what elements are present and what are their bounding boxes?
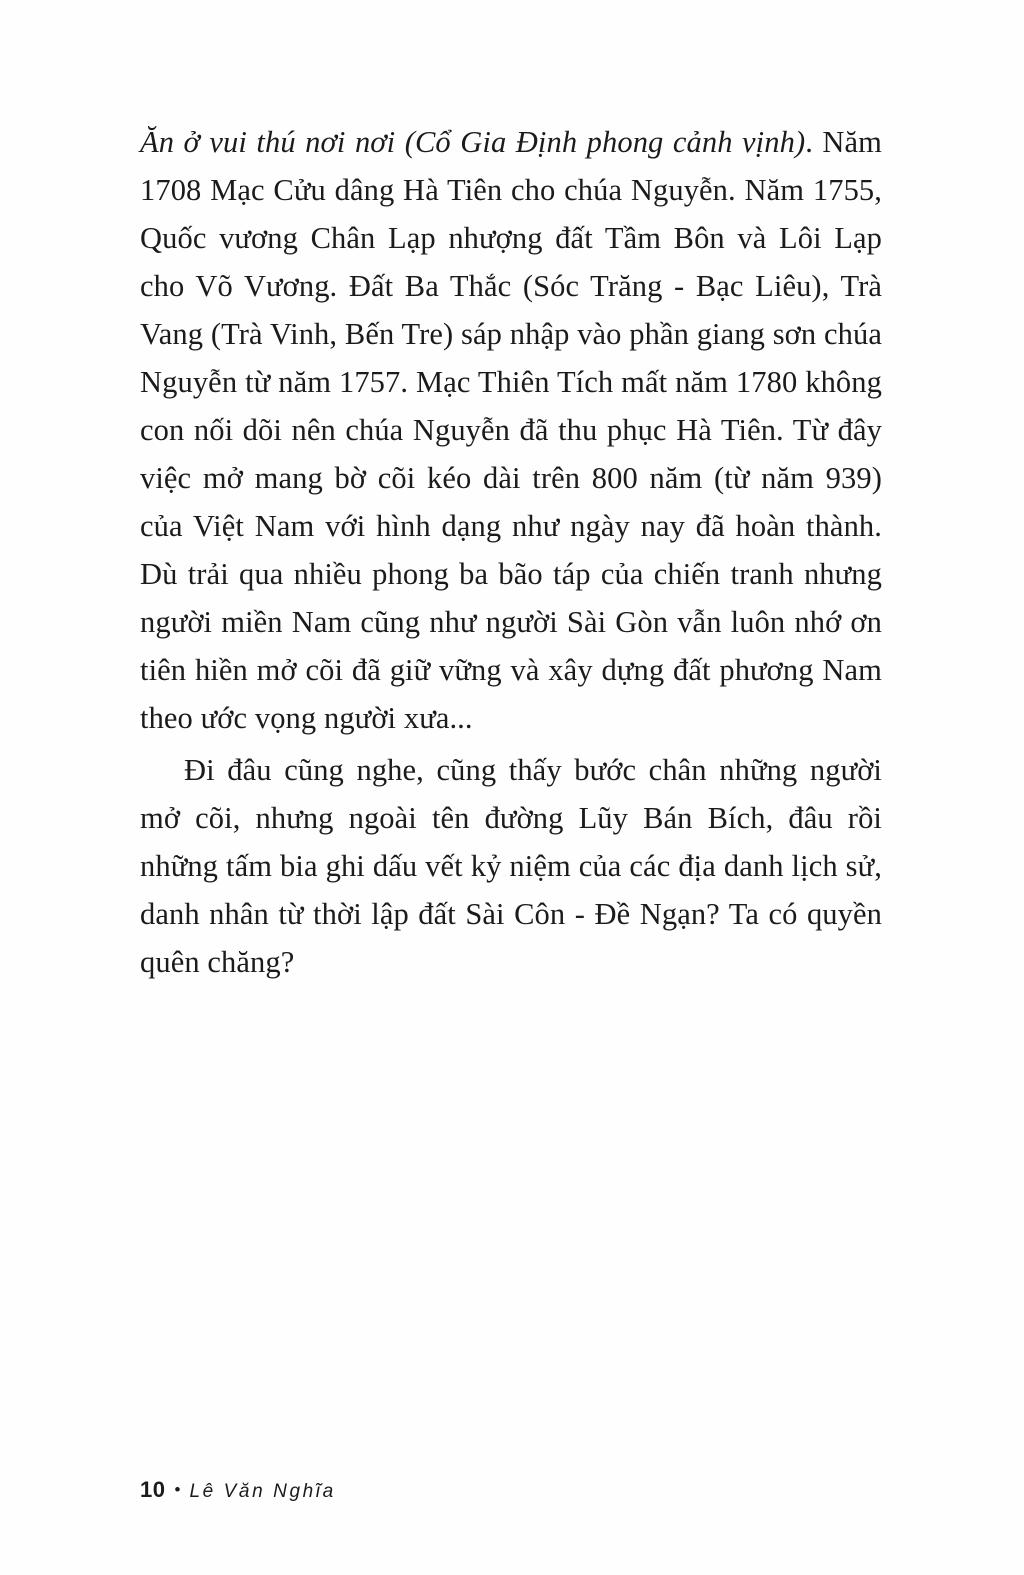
footer-separator-dot: •	[174, 1480, 181, 1499]
page-number: 10	[140, 1477, 166, 1502]
paragraph-1-text: . Năm 1708 Mạc Cửu dâng Hà Tiên cho chúa Nguyễn. Năm 1755, Quốc vương Chân Lạp nhượng đất Tầm Bôn và Lôi Lạp cho Võ Vương. Đất Ba Thắc (Sóc Trăng - Bạc Liêu), Trà Vang (Trà Vinh, Bến Tre) sáp nhập vào phần giang sơn chúa Nguyễn từ năm 1757. Mạc Thiên Tích mất năm 1780 không con nối dõi nên chúa Nguyễn đã thu phục Hà Tiên. Từ đây việc mở mang bờ cõi kéo dài trên 800 năm (từ năm 939) của Việt Nam với hình dạng như ngày nay đã hoàn thành. Dù trải qua nhiều phong ba bão táp của chiến tranh nhưng người miền Nam cũng như người Sài Gòn vẫn luôn nhớ ơn tiên hiền mở cõi đã giữ vững và xây dựng đất phương Nam theo ước vọng người xưa...	[140, 125, 882, 735]
page-body	[140, 118, 882, 986]
italic-citation: Ăn ở vui thú nơi nơi (Cổ Gia Định phong cảnh vịnh)	[140, 125, 806, 159]
paragraph-2	[140, 746, 882, 986]
paragraph-2-text: Đi đâu cũng nghe, cũng thấy bước chân những người mở cõi, nhưng ngoài tên đường Lũy Bán Bích, đâu rồi những tấm bia ghi dấu vết kỷ niệm của các địa danh lịch sử, danh nhân từ thời lập đất Sài Côn - Đề Ngạn? Ta có quyền quên chăng?	[140, 753, 882, 979]
page-footer	[140, 1477, 882, 1503]
paragraph-1	[140, 118, 882, 742]
footer-author-name: Lê Văn Nghĩa	[189, 1481, 336, 1502]
